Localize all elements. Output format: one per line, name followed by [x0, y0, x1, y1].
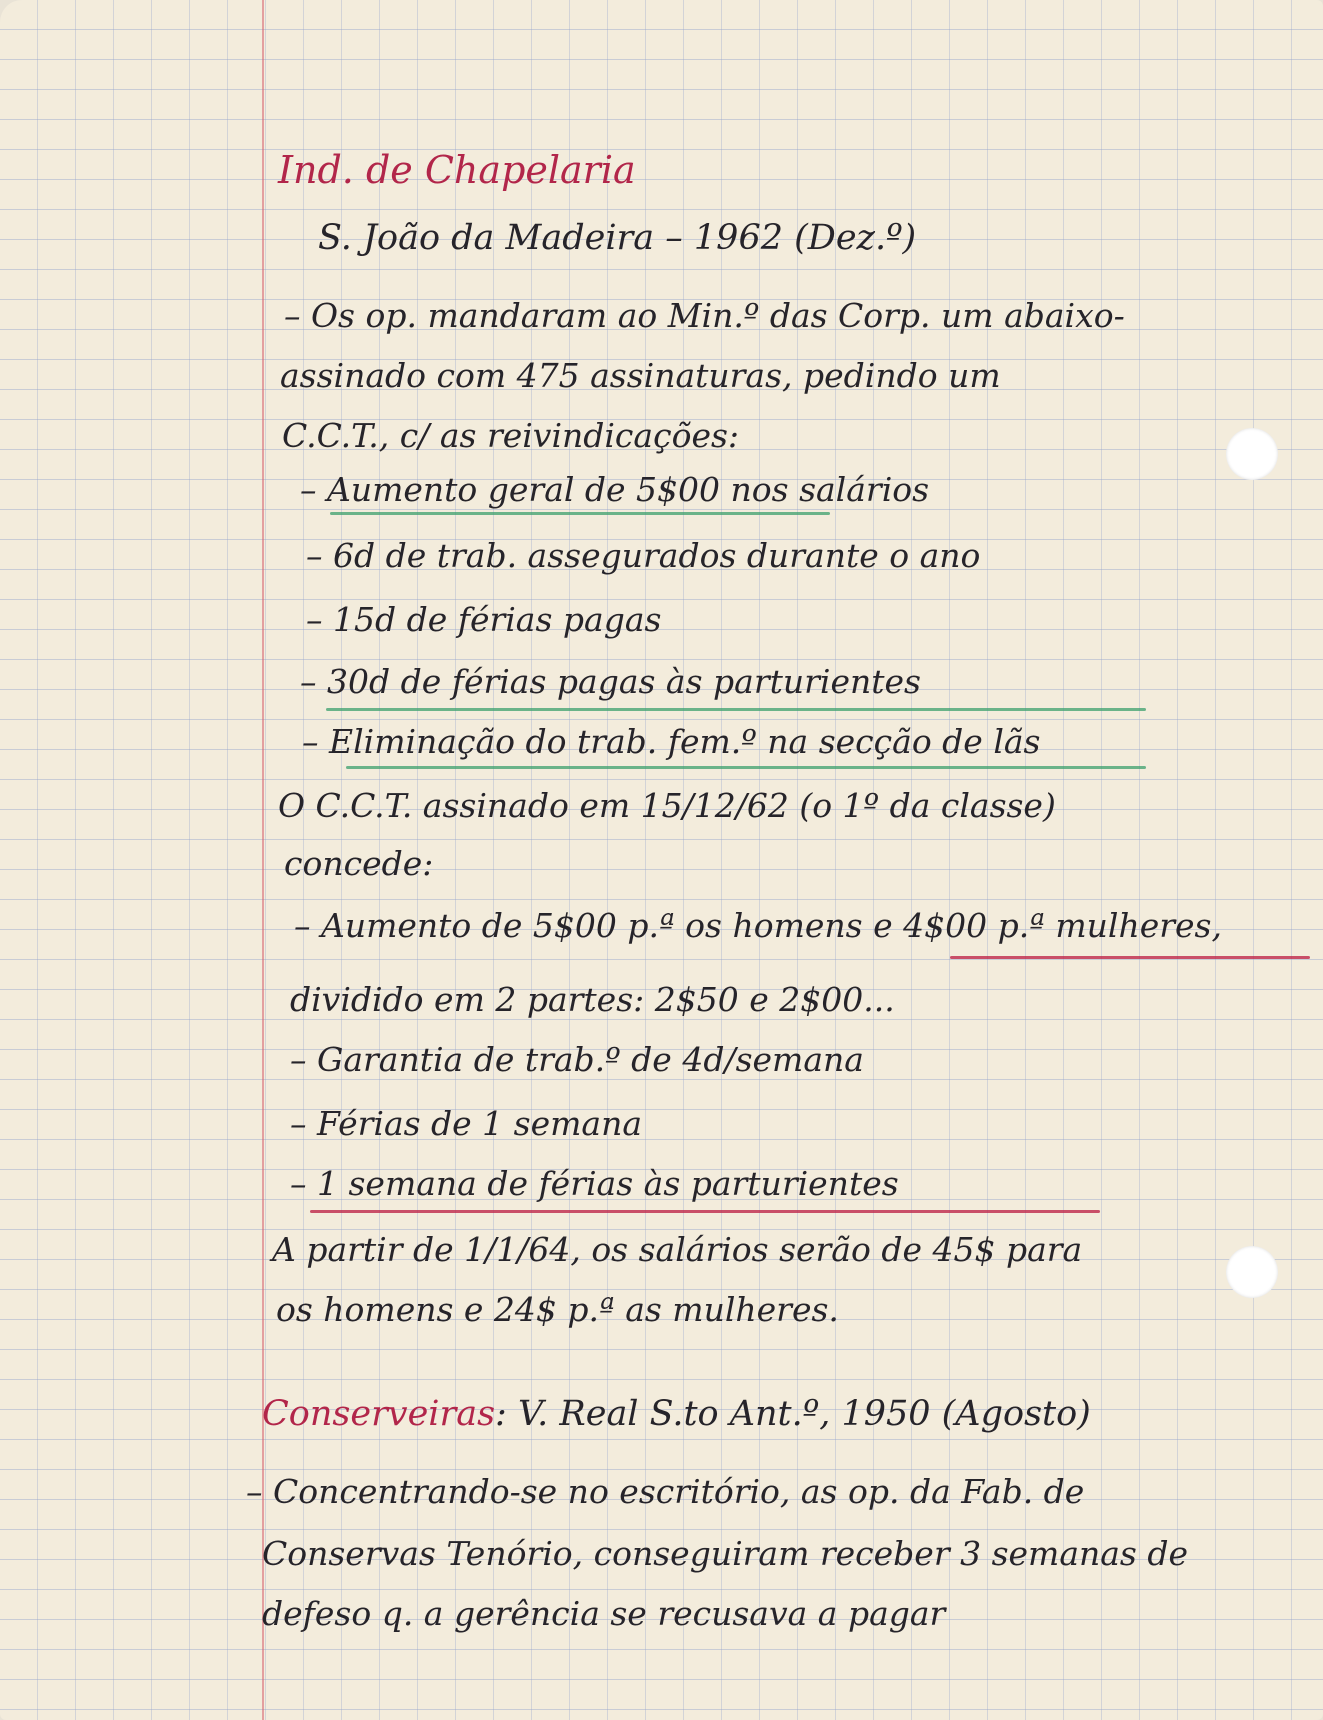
- note-line-11: concede:: [284, 844, 434, 883]
- section-heading-rest: : V. Real S.to Ant.º, 1950 (Agosto): [495, 1394, 1091, 1434]
- section-heading: [262, 1394, 1091, 1434]
- note-line-7: – 15d de férias pagas: [306, 600, 662, 639]
- note-line-16: – 1 semana de férias às parturientes: [290, 1164, 899, 1203]
- page-title: Ind. de Chapelaria: [278, 148, 636, 192]
- underline-red-1: [950, 956, 1310, 959]
- note-line-10: O C.C.T. assinado em 15/12/62 (o 1º da classe): [278, 786, 1056, 825]
- note-line-1: S. João da Madeira – 1962 (Dez.º): [318, 218, 917, 258]
- note-line-20: Conservas Tenório, conseguiram receber 3 semanas de: [262, 1534, 1189, 1573]
- note-line-19: – Concentrando-se no escritório, as op. da Fab. de: [246, 1472, 1085, 1511]
- underline-green-2: [326, 708, 1146, 711]
- note-line-3: assinado com 475 assinaturas, pedindo um: [280, 356, 1001, 395]
- note-line-14: – Garantia de trab.º de 4d/semana: [290, 1040, 864, 1079]
- note-line-12: – Aumento de 5$00 p.ª os homens e 4$00 p.ª mulheres,: [294, 906, 1222, 945]
- note-line-8: – 30d de férias pagas às parturientes: [300, 662, 921, 701]
- note-line-2: – Os op. mandaram ao Min.º das Corp. um abaixo-: [284, 296, 1125, 335]
- note-line-5: – Aumento geral de 5$00 nos salários: [300, 470, 930, 509]
- note-line-18: os homens e 24$ p.ª as mulheres.: [276, 1290, 839, 1329]
- note-line-21: defeso q. a gerência se recusava a pagar: [262, 1594, 946, 1633]
- note-line-13: dividido em 2 partes: 2$50 e 2$00...: [290, 980, 895, 1019]
- note-line-4: C.C.T., c/ as reivindicações:: [282, 416, 740, 455]
- note-line-9: – Eliminação do trab. fem.º na secção de lãs: [302, 722, 1041, 761]
- underline-green-1: [330, 512, 830, 515]
- section-heading-red: Conserveiras: [262, 1394, 496, 1434]
- note-line-17: A partir de 1/1/64, os salários serão de 45$ para: [272, 1230, 1083, 1269]
- note-line-6: – 6d de trab. assegurados durante o ano: [306, 536, 981, 575]
- underline-red-2: [310, 1210, 1100, 1213]
- note-line-15: – Férias de 1 semana: [290, 1104, 643, 1143]
- underline-green-3: [346, 766, 1146, 769]
